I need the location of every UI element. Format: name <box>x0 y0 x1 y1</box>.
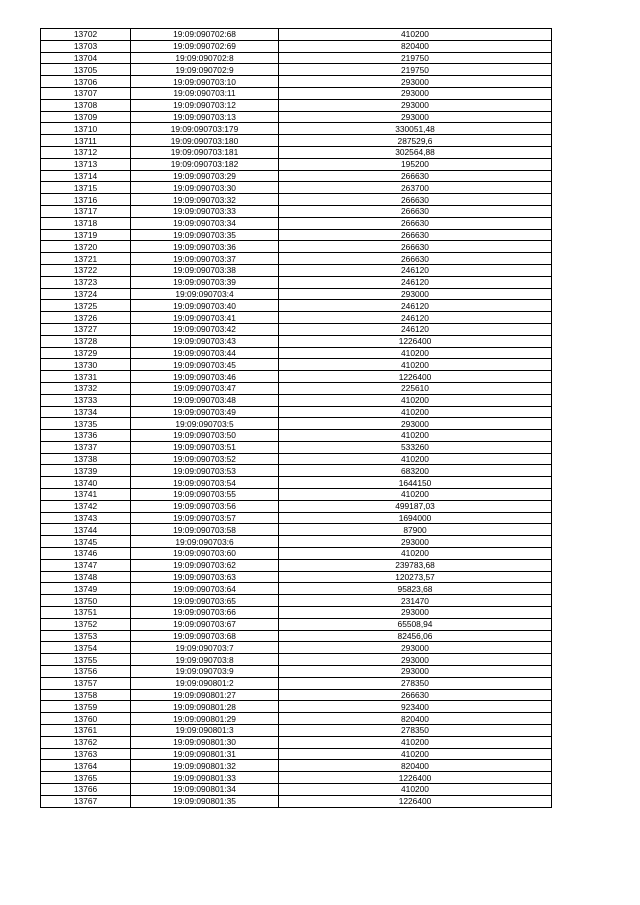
table-row <box>41 654 552 666</box>
cadastral-number-cell: 19:09:090703:43 <box>131 335 279 347</box>
row-number-cell: 13746 <box>41 548 131 560</box>
row-number-cell: 13712 <box>41 146 131 158</box>
value-cell: 410200 <box>279 748 552 760</box>
cadastral-number-cell: 19:09:090703:35 <box>131 229 279 241</box>
table-row <box>41 489 552 501</box>
table-row <box>41 406 552 418</box>
row-number-cell: 13704 <box>41 52 131 64</box>
cadastral-number-cell: 19:09:090703:181 <box>131 146 279 158</box>
table-row <box>41 312 552 324</box>
cadastral-number-cell: 19:09:090703:50 <box>131 430 279 442</box>
value-cell: 246120 <box>279 323 552 335</box>
row-number-cell: 13742 <box>41 500 131 512</box>
value-cell: 410200 <box>279 394 552 406</box>
cadastral-number-cell: 19:09:090801:33 <box>131 772 279 784</box>
cadastral-number-cell: 19:09:090703:11 <box>131 87 279 99</box>
cadastral-number-cell: 19:09:090703:57 <box>131 512 279 524</box>
table-row <box>41 182 552 194</box>
cadastral-number-cell: 19:09:090703:67 <box>131 618 279 630</box>
value-cell: 410200 <box>279 347 552 359</box>
value-cell: 293000 <box>279 607 552 619</box>
cadastral-number-cell: 19:09:090801:30 <box>131 736 279 748</box>
table-row <box>41 359 552 371</box>
cadastral-number-cell: 19:09:090703:63 <box>131 571 279 583</box>
table-row <box>41 264 552 276</box>
table-row <box>41 170 552 182</box>
row-number-cell: 13710 <box>41 123 131 135</box>
row-number-cell: 13730 <box>41 359 131 371</box>
value-cell: 1226400 <box>279 335 552 347</box>
table-row <box>41 748 552 760</box>
table-row <box>41 241 552 253</box>
value-cell: 293000 <box>279 418 552 430</box>
value-cell: 266630 <box>279 241 552 253</box>
cadastral-number-cell: 19:09:090703:48 <box>131 394 279 406</box>
cadastral-number-cell: 19:09:090703:42 <box>131 323 279 335</box>
row-number-cell: 13761 <box>41 725 131 737</box>
cadastral-number-cell: 19:09:090703:13 <box>131 111 279 123</box>
cadastral-number-cell: 19:09:090703:64 <box>131 583 279 595</box>
value-cell: 533260 <box>279 441 552 453</box>
table-body <box>41 29 552 808</box>
table-row <box>41 630 552 642</box>
row-number-cell: 13739 <box>41 465 131 477</box>
table-row <box>41 276 552 288</box>
cadastral-number-cell: 19:09:090703:41 <box>131 312 279 324</box>
table-row <box>41 300 552 312</box>
table-row <box>41 760 552 772</box>
row-number-cell: 13762 <box>41 736 131 748</box>
cadastral-number-cell: 19:09:090703:29 <box>131 170 279 182</box>
row-number-cell: 13717 <box>41 205 131 217</box>
table-row <box>41 500 552 512</box>
row-number-cell: 13764 <box>41 760 131 772</box>
value-cell: 263700 <box>279 182 552 194</box>
table-row <box>41 701 552 713</box>
row-number-cell: 13765 <box>41 772 131 784</box>
row-number-cell: 13703 <box>41 40 131 52</box>
table-row <box>41 725 552 737</box>
value-cell: 410200 <box>279 784 552 796</box>
value-cell: 87900 <box>279 524 552 536</box>
cadastral-number-cell: 19:09:090703:56 <box>131 500 279 512</box>
cadastral-number-cell: 19:09:090703:33 <box>131 205 279 217</box>
row-number-cell: 13738 <box>41 453 131 465</box>
value-cell: 410200 <box>279 430 552 442</box>
value-cell: 410200 <box>279 406 552 418</box>
value-cell: 95823,68 <box>279 583 552 595</box>
row-number-cell: 13705 <box>41 64 131 76</box>
value-cell: 266630 <box>279 194 552 206</box>
value-cell: 820400 <box>279 760 552 772</box>
value-cell: 120273,57 <box>279 571 552 583</box>
cadastral-number-cell: 19:09:090702:68 <box>131 29 279 41</box>
value-cell: 293000 <box>279 87 552 99</box>
row-number-cell: 13744 <box>41 524 131 536</box>
table-row <box>41 29 552 41</box>
value-cell: 293000 <box>279 642 552 654</box>
cadastral-number-cell: 19:09:090703:55 <box>131 489 279 501</box>
cadastral-number-cell: 19:09:090703:30 <box>131 182 279 194</box>
table-row <box>41 772 552 784</box>
row-number-cell: 13718 <box>41 217 131 229</box>
row-number-cell: 13719 <box>41 229 131 241</box>
value-cell: 410200 <box>279 453 552 465</box>
cadastral-number-cell: 19:09:090801:29 <box>131 713 279 725</box>
row-number-cell: 13763 <box>41 748 131 760</box>
table-row <box>41 571 552 583</box>
cadastral-number-cell: 19:09:090703:9 <box>131 666 279 678</box>
cadastral-number-cell: 19:09:090703:68 <box>131 630 279 642</box>
table-row <box>41 194 552 206</box>
value-cell: 293000 <box>279 666 552 678</box>
table-row <box>41 784 552 796</box>
row-number-cell: 13732 <box>41 382 131 394</box>
cadastral-number-cell: 19:09:090702:69 <box>131 40 279 52</box>
table-row <box>41 288 552 300</box>
value-cell: 219750 <box>279 52 552 64</box>
value-cell: 1644150 <box>279 477 552 489</box>
cadastral-number-cell: 19:09:090703:51 <box>131 441 279 453</box>
row-number-cell: 13711 <box>41 135 131 147</box>
cadastral-number-cell: 19:09:090801:28 <box>131 701 279 713</box>
value-cell: 1226400 <box>279 371 552 383</box>
row-number-cell: 13723 <box>41 276 131 288</box>
value-cell: 82456,06 <box>279 630 552 642</box>
value-cell: 302564,88 <box>279 146 552 158</box>
cadastral-number-cell: 19:09:090703:180 <box>131 135 279 147</box>
value-cell: 293000 <box>279 99 552 111</box>
table-row <box>41 76 552 88</box>
row-number-cell: 13707 <box>41 87 131 99</box>
row-number-cell: 13726 <box>41 312 131 324</box>
row-number-cell: 13749 <box>41 583 131 595</box>
table-row <box>41 229 552 241</box>
cadastral-number-cell: 19:09:090801:3 <box>131 725 279 737</box>
value-cell: 1694000 <box>279 512 552 524</box>
cadastral-number-cell: 19:09:090703:6 <box>131 536 279 548</box>
cadastral-number-cell: 19:09:090703:39 <box>131 276 279 288</box>
row-number-cell: 13706 <box>41 76 131 88</box>
cadastral-number-cell: 19:09:090702:8 <box>131 52 279 64</box>
value-cell: 246120 <box>279 264 552 276</box>
value-cell: 293000 <box>279 536 552 548</box>
value-cell: 1226400 <box>279 772 552 784</box>
row-number-cell: 13715 <box>41 182 131 194</box>
table-row <box>41 689 552 701</box>
cadastral-number-cell: 19:09:090703:4 <box>131 288 279 300</box>
value-cell: 410200 <box>279 548 552 560</box>
value-cell: 820400 <box>279 713 552 725</box>
row-number-cell: 13724 <box>41 288 131 300</box>
row-number-cell: 13766 <box>41 784 131 796</box>
cadastral-number-cell: 19:09:090703:58 <box>131 524 279 536</box>
row-number-cell: 13737 <box>41 441 131 453</box>
table-row <box>41 736 552 748</box>
table-row <box>41 323 552 335</box>
cadastral-number-cell: 19:09:090703:38 <box>131 264 279 276</box>
value-cell: 293000 <box>279 654 552 666</box>
value-cell: 278350 <box>279 677 552 689</box>
value-cell: 219750 <box>279 64 552 76</box>
table-row <box>41 713 552 725</box>
table-row <box>41 548 552 560</box>
value-cell: 195200 <box>279 158 552 170</box>
table-row <box>41 111 552 123</box>
cadastral-number-cell: 19:09:090703:44 <box>131 347 279 359</box>
row-number-cell: 13751 <box>41 607 131 619</box>
table-row <box>41 618 552 630</box>
table-row <box>41 123 552 135</box>
value-cell: 65508,94 <box>279 618 552 630</box>
table-row <box>41 205 552 217</box>
cadastral-number-cell: 19:09:090703:37 <box>131 253 279 265</box>
value-cell: 266630 <box>279 205 552 217</box>
row-number-cell: 13735 <box>41 418 131 430</box>
table-row <box>41 536 552 548</box>
value-cell: 246120 <box>279 312 552 324</box>
row-number-cell: 13709 <box>41 111 131 123</box>
table-row <box>41 418 552 430</box>
row-number-cell: 13714 <box>41 170 131 182</box>
table-row <box>41 453 552 465</box>
row-number-cell: 13721 <box>41 253 131 265</box>
table-row <box>41 465 552 477</box>
row-number-cell: 13729 <box>41 347 131 359</box>
row-number-cell: 13767 <box>41 795 131 807</box>
value-cell: 923400 <box>279 701 552 713</box>
table-row <box>41 347 552 359</box>
cadastral-number-cell: 19:09:090703:65 <box>131 595 279 607</box>
value-cell: 246120 <box>279 300 552 312</box>
cadastral-number-cell: 19:09:090703:45 <box>131 359 279 371</box>
value-cell: 683200 <box>279 465 552 477</box>
row-number-cell: 13702 <box>41 29 131 41</box>
cadastral-number-cell: 19:09:090703:60 <box>131 548 279 560</box>
row-number-cell: 13713 <box>41 158 131 170</box>
row-number-cell: 13740 <box>41 477 131 489</box>
value-cell: 293000 <box>279 76 552 88</box>
value-cell: 330051,48 <box>279 123 552 135</box>
cadastral-number-cell: 19:09:090801:27 <box>131 689 279 701</box>
table-row <box>41 642 552 654</box>
table-row <box>41 441 552 453</box>
cadastral-number-cell: 19:09:090703:7 <box>131 642 279 654</box>
table-row <box>41 371 552 383</box>
value-cell: 499187,03 <box>279 500 552 512</box>
cadastral-number-cell: 19:09:090702:9 <box>131 64 279 76</box>
value-cell: 266630 <box>279 217 552 229</box>
row-number-cell: 13754 <box>41 642 131 654</box>
table-row <box>41 559 552 571</box>
row-number-cell: 13745 <box>41 536 131 548</box>
cadastral-number-cell: 19:09:090801:35 <box>131 795 279 807</box>
value-cell: 239783,68 <box>279 559 552 571</box>
table-row <box>41 512 552 524</box>
row-number-cell: 13750 <box>41 595 131 607</box>
cadastral-number-cell: 19:09:090703:53 <box>131 465 279 477</box>
table-row <box>41 607 552 619</box>
cadastral-number-cell: 19:09:090703:182 <box>131 158 279 170</box>
cadastral-number-cell: 19:09:090703:34 <box>131 217 279 229</box>
cadastral-value-table <box>40 28 552 808</box>
row-number-cell: 13756 <box>41 666 131 678</box>
table-row <box>41 477 552 489</box>
row-number-cell: 13716 <box>41 194 131 206</box>
table-row <box>41 795 552 807</box>
cadastral-number-cell: 19:09:090703:32 <box>131 194 279 206</box>
row-number-cell: 13755 <box>41 654 131 666</box>
value-cell: 278350 <box>279 725 552 737</box>
cadastral-number-cell: 19:09:090703:47 <box>131 382 279 394</box>
table-row <box>41 595 552 607</box>
value-cell: 410200 <box>279 489 552 501</box>
table-row <box>41 158 552 170</box>
value-cell: 266630 <box>279 689 552 701</box>
table-row <box>41 524 552 536</box>
value-cell: 225610 <box>279 382 552 394</box>
table-row <box>41 677 552 689</box>
row-number-cell: 13757 <box>41 677 131 689</box>
cadastral-number-cell: 19:09:090703:36 <box>131 241 279 253</box>
value-cell: 266630 <box>279 229 552 241</box>
row-number-cell: 13722 <box>41 264 131 276</box>
row-number-cell: 13736 <box>41 430 131 442</box>
value-cell: 231470 <box>279 595 552 607</box>
cadastral-number-cell: 19:09:090703:54 <box>131 477 279 489</box>
cadastral-number-cell: 19:09:090801:31 <box>131 748 279 760</box>
value-cell: 266630 <box>279 253 552 265</box>
table-row <box>41 253 552 265</box>
table-row <box>41 217 552 229</box>
table-row <box>41 40 552 52</box>
row-number-cell: 13727 <box>41 323 131 335</box>
cadastral-number-cell: 19:09:090703:62 <box>131 559 279 571</box>
table-row <box>41 394 552 406</box>
value-cell: 287529,6 <box>279 135 552 147</box>
cadastral-number-cell: 19:09:090703:52 <box>131 453 279 465</box>
cadastral-number-cell: 19:09:090703:66 <box>131 607 279 619</box>
value-cell: 293000 <box>279 111 552 123</box>
cadastral-number-cell: 19:09:090801:34 <box>131 784 279 796</box>
table-row <box>41 666 552 678</box>
row-number-cell: 13758 <box>41 689 131 701</box>
cadastral-number-cell: 19:09:090703:10 <box>131 76 279 88</box>
table-row <box>41 52 552 64</box>
value-cell: 266630 <box>279 170 552 182</box>
row-number-cell: 13747 <box>41 559 131 571</box>
value-cell: 293000 <box>279 288 552 300</box>
cadastral-number-cell: 19:09:090801:2 <box>131 677 279 689</box>
table-row <box>41 382 552 394</box>
row-number-cell: 13759 <box>41 701 131 713</box>
table-row <box>41 64 552 76</box>
cadastral-number-cell: 19:09:090703:46 <box>131 371 279 383</box>
row-number-cell: 13720 <box>41 241 131 253</box>
row-number-cell: 13741 <box>41 489 131 501</box>
cadastral-number-cell: 19:09:090703:5 <box>131 418 279 430</box>
value-cell: 410200 <box>279 29 552 41</box>
row-number-cell: 13728 <box>41 335 131 347</box>
row-number-cell: 13733 <box>41 394 131 406</box>
row-number-cell: 13708 <box>41 99 131 111</box>
value-cell: 1226400 <box>279 795 552 807</box>
table-row <box>41 335 552 347</box>
table-row <box>41 87 552 99</box>
table-row <box>41 146 552 158</box>
cadastral-number-cell: 19:09:090703:40 <box>131 300 279 312</box>
value-cell: 410200 <box>279 736 552 748</box>
cadastral-number-cell: 19:09:090703:49 <box>131 406 279 418</box>
row-number-cell: 13734 <box>41 406 131 418</box>
table-row <box>41 583 552 595</box>
cadastral-number-cell: 19:09:090703:12 <box>131 99 279 111</box>
value-cell: 410200 <box>279 359 552 371</box>
row-number-cell: 13725 <box>41 300 131 312</box>
row-number-cell: 13760 <box>41 713 131 725</box>
value-cell: 246120 <box>279 276 552 288</box>
row-number-cell: 13731 <box>41 371 131 383</box>
row-number-cell: 13743 <box>41 512 131 524</box>
table-row <box>41 135 552 147</box>
row-number-cell: 13752 <box>41 618 131 630</box>
value-cell: 820400 <box>279 40 552 52</box>
cadastral-number-cell: 19:09:090703:179 <box>131 123 279 135</box>
cadastral-number-cell: 19:09:090703:8 <box>131 654 279 666</box>
table-row <box>41 430 552 442</box>
row-number-cell: 13748 <box>41 571 131 583</box>
table-row <box>41 99 552 111</box>
row-number-cell: 13753 <box>41 630 131 642</box>
cadastral-number-cell: 19:09:090801:32 <box>131 760 279 772</box>
